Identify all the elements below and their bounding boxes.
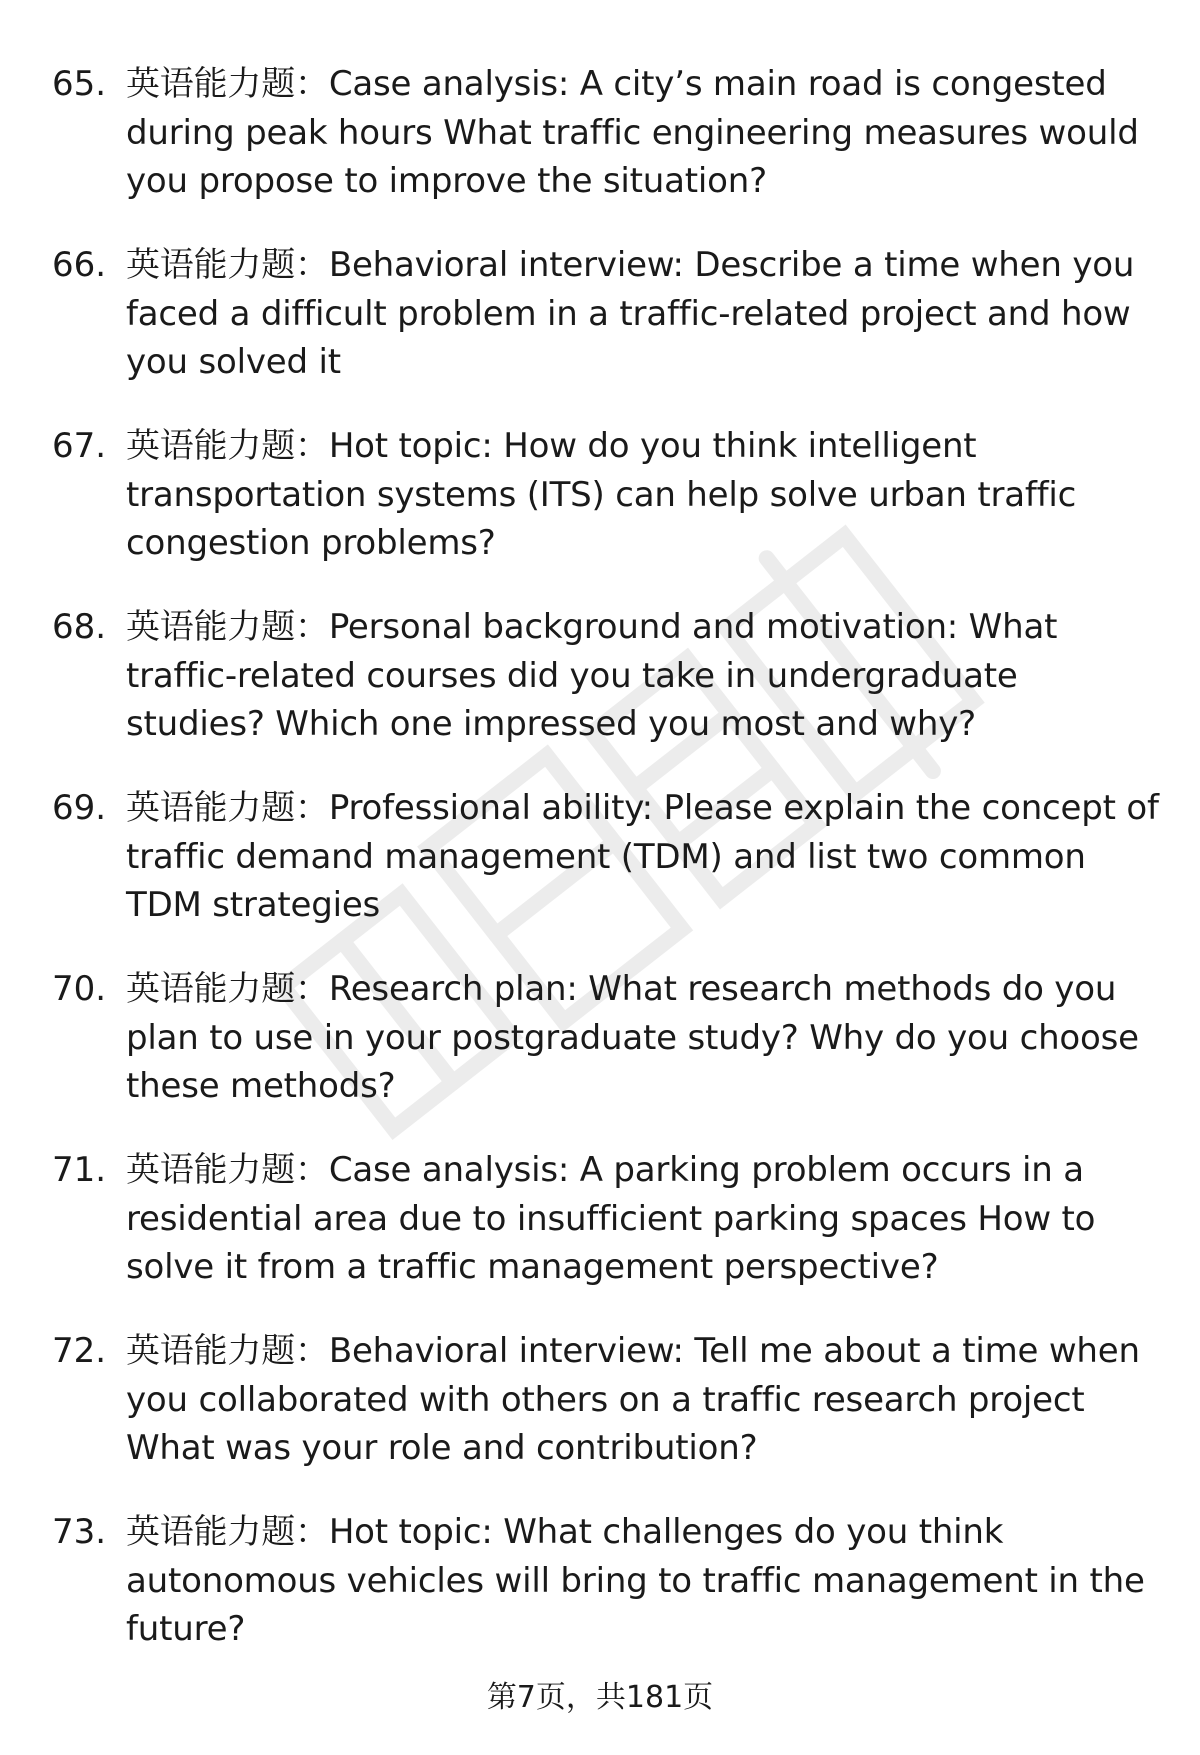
question-list	[52, 60, 1162, 1689]
question-prefix: 英语能力题：	[126, 1512, 329, 1552]
question-item	[52, 1146, 1162, 1327]
question-text: Professional ability: Please explain the concept of traffic demand management (TDM) and list two common TDM strategies	[126, 788, 1159, 925]
question-prefix: 英语能力题：	[126, 788, 329, 828]
question-item	[52, 784, 1162, 965]
question-text-block	[126, 60, 1162, 206]
question-prefix: 英语能力题：	[126, 1331, 329, 1371]
question-number: 66.	[52, 245, 107, 285]
question-text-block	[126, 784, 1162, 930]
question-text-block	[126, 603, 1162, 749]
question-item	[52, 1508, 1162, 1689]
question-text: Behavioral interview: Tell me about a time when you collaborated with others on a traffic research project What was your role and contribution?	[126, 1331, 1140, 1468]
question-text: Case analysis: A city’s main road is congested during peak hours What traffic engineering measures would you propose to improve the situation?	[126, 64, 1139, 201]
question-number: 70.	[52, 969, 107, 1009]
question-number: 67.	[52, 426, 107, 466]
question-number: 69.	[52, 788, 107, 828]
question-text: Hot topic: How do you think intelligent transportation systems (ITS) can help solve urban traffic congestion problems?	[126, 426, 1077, 563]
question-text: Personal background and motivation: What traffic-related courses did you take in undergraduate studies? Which one impressed you most and why?	[126, 607, 1058, 744]
question-prefix: 英语能力题：	[126, 64, 329, 104]
question-number: 72.	[52, 1331, 107, 1371]
question-prefix: 英语能力题：	[126, 969, 329, 1009]
question-item	[52, 1327, 1162, 1508]
question-prefix: 英语能力题：	[126, 1150, 329, 1190]
question-number: 73.	[52, 1512, 107, 1552]
page-footer: 第7页，共181页	[486, 1680, 714, 1715]
question-text: Research plan: What research methods do you plan to use in your postgraduate study? Why do you choose these methods?	[126, 969, 1139, 1106]
question-text-block	[126, 965, 1162, 1111]
question-text-block	[126, 241, 1162, 387]
question-item	[52, 422, 1162, 603]
question-number: 65.	[52, 64, 107, 104]
question-prefix: 英语能力题：	[126, 607, 329, 647]
question-number: 68.	[52, 607, 107, 647]
question-text-block	[126, 1327, 1162, 1473]
question-item	[52, 603, 1162, 784]
question-text-block	[126, 1146, 1162, 1292]
question-text: Case analysis: A parking problem occurs in a residential area due to insufficient parking spaces How to solve it from a traffic management perspective?	[126, 1150, 1096, 1287]
question-text-block	[126, 422, 1162, 568]
question-item	[52, 241, 1162, 422]
question-number: 71.	[52, 1150, 107, 1190]
question-prefix: 英语能力题：	[126, 426, 329, 466]
question-text: Behavioral interview: Describe a time when you faced a difficult problem in a traffic-related project and how you solved it	[126, 245, 1135, 382]
question-prefix: 英语能力题：	[126, 245, 329, 285]
question-text-block	[126, 1508, 1162, 1654]
question-text: Hot topic: What challenges do you think autonomous vehicles will bring to traffic management in the future?	[126, 1512, 1145, 1649]
question-item	[52, 60, 1162, 241]
question-item	[52, 965, 1162, 1146]
